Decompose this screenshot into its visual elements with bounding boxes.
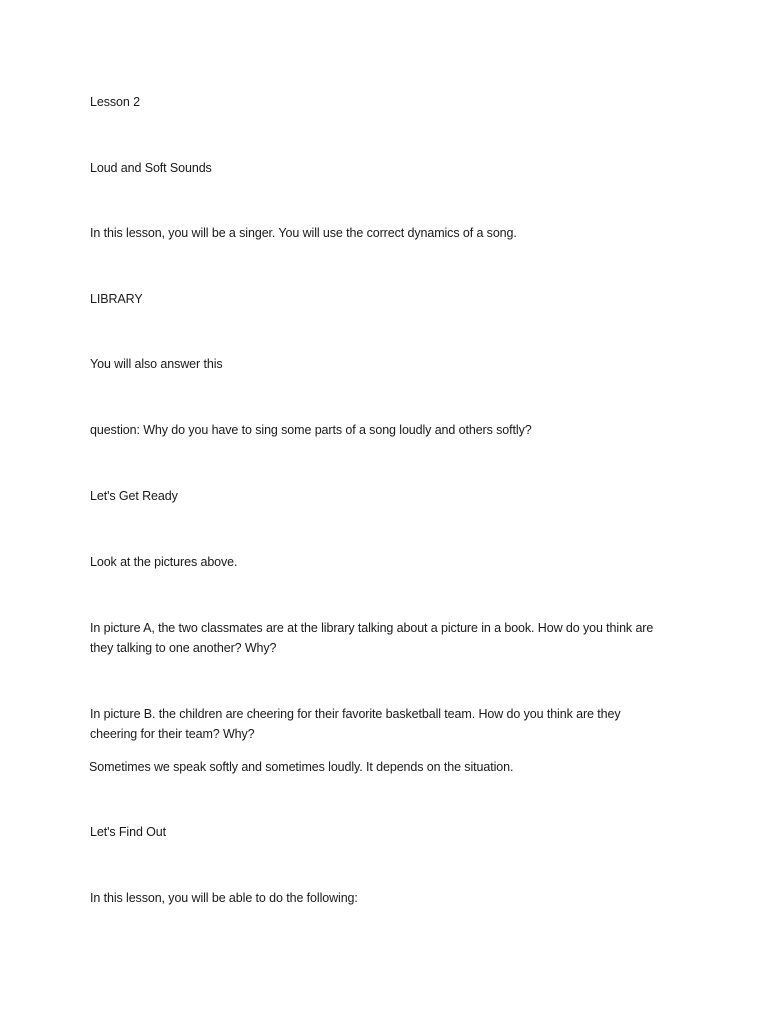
answer-intro: You will also answer this [90, 357, 223, 371]
lesson-intro: In this lesson, you will be a singer. You will use the correct dynamics of a song. [90, 226, 517, 240]
get-ready-heading: Let's Get Ready [90, 489, 178, 503]
essential-question: question: Why do you have to sing some parts of a song loudly and others softly? [90, 423, 532, 437]
picture-b-text-line-1: In picture B. the children are cheering for their favorite basketball team. How do you think are they [90, 707, 621, 721]
situation-note: Sometimes we speak softly and sometimes loudly. It depends on the situation. [89, 760, 514, 774]
picture-a-text-line-1: In picture A, the two classmates are at the library talking about a picture in a book. How do you think are [90, 621, 654, 635]
look-instruction: Look at the pictures above. [90, 555, 238, 569]
library-label: LIBRARY [90, 292, 143, 306]
picture-b-text-line-2: cheering for their team? Why? [90, 727, 255, 741]
find-out-heading: Let's Find Out [90, 825, 167, 839]
objectives-intro: In this lesson, you will be able to do the following: [90, 891, 358, 905]
lesson-number: Lesson 2 [90, 95, 140, 109]
lesson-title: Loud and Soft Sounds [90, 161, 212, 175]
picture-a-text-line-2: they talking to one another? Why? [90, 641, 277, 655]
